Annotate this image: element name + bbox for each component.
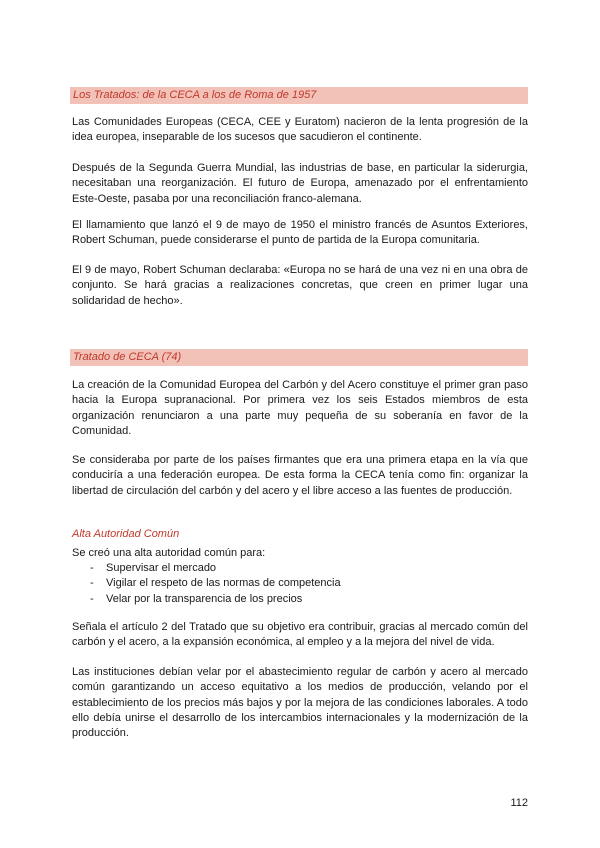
bullet-list — [72, 561, 528, 607]
list-item-text: Supervisar el mercado — [106, 562, 217, 574]
paragraph-posguerra: Después de la Segunda Guerra Mundial, las industrias de base, en particular la siderurgia, necesitaban una reorganización. El futuro de Europa, amenazado por el enfrentamiento Este-Oeste, pasaba por una reconciliación franco-alemana. — [72, 162, 528, 205]
list-item-text: Vigilar el respeto de las normas de competencia — [106, 577, 341, 590]
section-heading-ceca: Tratado de CECA (74) — [70, 349, 528, 366]
list-item — [72, 592, 528, 607]
page-number: 112 — [510, 797, 528, 809]
list-item — [72, 576, 528, 591]
paragraph-comunidades: Las Comunidades Europeas (CECA, CEE y Euratom) nacieron de la lenta progresión de la idea europea, inseparable de los sucesos que sacudieron el continente. — [72, 116, 528, 144]
section-heading-tratados: Los Tratados: de la CECA a los de Roma de 1957 — [70, 87, 528, 104]
list-item — [72, 561, 528, 576]
paragraph-federacion: Se consideraba por parte de los países firmantes que era una primera etapa en la vía que conduciría a una federación europea. De esta forma la CECA tenía como fin: organizar la libertad de circulación del carbón y del acero y el libre acceso a las fuentes de producción. — [72, 454, 528, 497]
paragraph-instituciones: Las instituciones debían velar por el abastecimiento regular de carbón y acero al mercado común garantizando un acceso equitativo a los medios de producción, velando por el establecimiento de los precios más bajos y por la mejora de las condiciones laborales. A todo ello debía unirse el desarrollo de los intercambios internacionales y la modernización de la producción. — [72, 666, 528, 740]
paragraph-articulo-2: Señala el artículo 2 del Tratado que su objetivo era contribuir, gracias al mercado común del carbón y el acero, a la expansión económica, al empleo y a la mejora del nivel de vida. — [72, 621, 528, 649]
bullet-marker: - — [90, 592, 94, 605]
bullet-marker: - — [90, 562, 94, 574]
paragraph-creacion-ceca: La creación de la Comunidad Europea del Carbón y del Acero constituye el primer gran paso hacia la Europa supranacional. Por primera vez los seis Estados miembros de esta organización renunciaron a una parte muy pequeña de su soberanía en favor de la Comunidad. — [72, 379, 528, 437]
paragraph-alta-autoridad-intro: Se creó una alta autoridad común para: — [72, 547, 266, 559]
paragraph-declaracion: El 9 de mayo, Robert Schuman declaraba: «Europa no se hará de una vez ni en una obra de conjunto. Se hará gracias a realizaciones concretas, que creen en primer lugar una solidaridad de hecho». — [72, 264, 528, 307]
list-item-text: Velar por la transparencia de los precios — [106, 592, 303, 605]
paragraph-llamamiento: El llamamiento que lanzó el 9 de mayo de 1950 el ministro francés de Asuntos Exteriores, Robert Schuman, puede considerarse el punto de partida de la Europa comunitaria. — [72, 219, 528, 247]
bullet-marker: - — [90, 577, 94, 590]
subheading-alta-autoridad: Alta Autoridad Común — [72, 528, 180, 540]
